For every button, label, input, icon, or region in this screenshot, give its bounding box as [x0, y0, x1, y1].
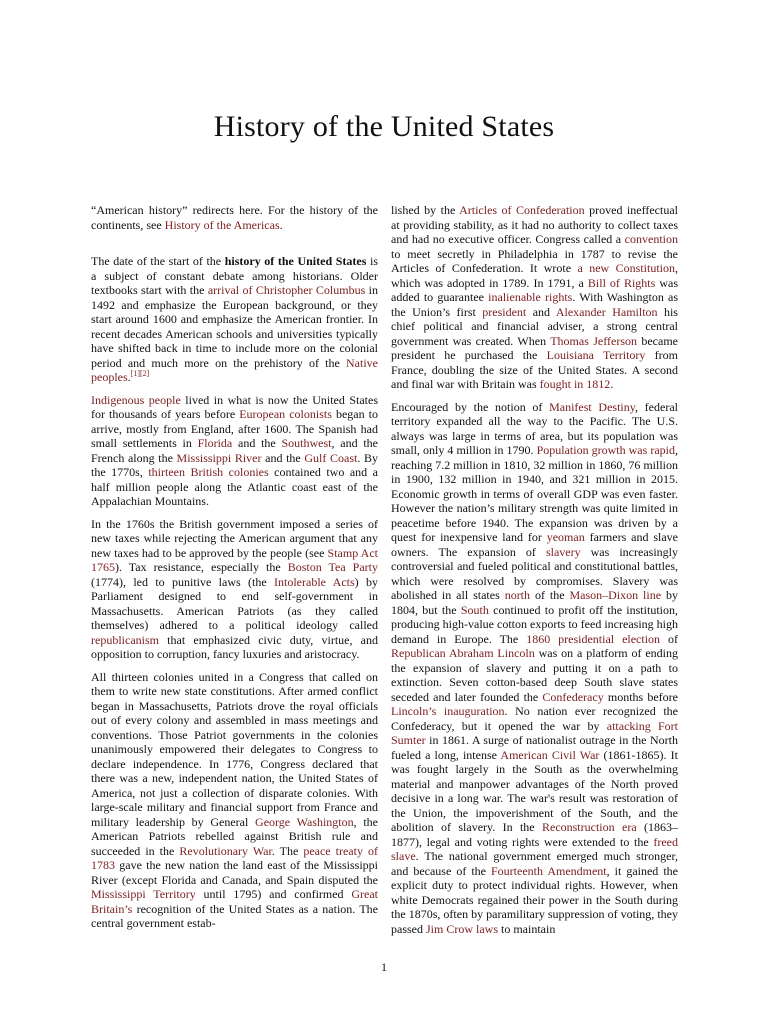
page-number: 1	[381, 960, 387, 974]
article-link[interactable]: yeoman	[546, 530, 585, 544]
text-run: , reaching 7.2 million in 1810, 32 million in 1860, 76 million in 1900, 132 million in 1940, and 321 million in 2015. Economic growth in terms of overall GDP was even faster. However the nation’s military strength was quite limited in peacetime before 1940. The expansion was driven by a quest for inexpensive land for	[391, 443, 678, 544]
text-run: , which was adopted in 1789. In 1791, a	[391, 261, 679, 290]
article-link[interactable]: Indigenous people	[91, 392, 181, 407]
text-run: .	[127, 370, 131, 384]
text-run: of the	[530, 588, 570, 602]
text-run: was added to guarantee	[391, 275, 678, 304]
text-run: In the 1760s the British government imposed a series of new taxes while rejecting the American argument that any new taxes had to be approved by the people (see	[91, 516, 378, 560]
paragraph	[391, 400, 678, 937]
text-run: .	[610, 377, 614, 391]
article-link[interactable]: 1860 presidential election	[526, 631, 661, 646]
text-run: (1861-1865). It was fought largely in the South as the overwhelming material and manpower advantages of the North proved decisive in a long war. The war's result was restoration of the Union, the impoverishment of the South, and the abolition of slavery. In the	[391, 747, 678, 834]
article-link[interactable]: Gulf Coast	[304, 450, 358, 465]
article-link[interactable]: north	[504, 588, 531, 602]
text-run: . The	[271, 843, 304, 858]
text-run: was on a platform of ending the expansion of slavery and putting it on a path to extinction. Seven cotton-based deep South slave states seceded and later founded the	[391, 646, 678, 704]
paragraph	[91, 393, 378, 509]
text-run: his chief political and financial adviser, a strong central government was created. When	[391, 304, 678, 348]
text-run: , federal territory expanded all the way to the Pacific. The U.S. always was large in terms of area, but its population was small, only 4 million in 1790.	[391, 399, 678, 457]
left-column	[91, 203, 378, 939]
article-link[interactable]: freed slave	[391, 834, 678, 863]
article-link[interactable]: European colonists	[239, 407, 332, 421]
article-link[interactable]: convention	[624, 232, 678, 246]
text-run: lived in what is now the United States for thousands of years before	[91, 392, 379, 421]
article-link[interactable]: peace treaty of 1783	[91, 843, 378, 872]
article-link[interactable]: Revolutionary War	[179, 843, 272, 858]
article-link[interactable]: Confederacy	[542, 689, 604, 704]
text-run: recognition of the United States as a nation. The central government estab-	[91, 901, 378, 930]
text-run: ). Tax resistance, especially the	[115, 560, 288, 574]
article-link[interactable]: Southwest	[281, 436, 332, 450]
article-link[interactable]: thirteen British colonies	[148, 465, 269, 479]
article-link[interactable]: Lincoln’s inauguration	[391, 704, 505, 718]
text-run: “American history” redirects here. For the history of the continents, see	[91, 203, 378, 232]
article-link[interactable]: Jim Crow laws	[426, 921, 498, 936]
text-run: became president he purchased the	[391, 333, 678, 362]
text-run: in 1861. A surge of nationalist outrage in the North fueled a long, intense	[391, 733, 678, 762]
text-run: until 1795) and confirmed	[195, 887, 352, 901]
article-link[interactable]: Native peoples	[91, 355, 378, 384]
article-link[interactable]: Louisiana Territory	[546, 348, 646, 362]
article-link[interactable]: republicanism	[91, 632, 159, 647]
text-run: Encouraged by the notion of	[391, 399, 550, 414]
text-run: . By the 1770s,	[91, 450, 378, 479]
article-link[interactable]: George Washington	[255, 814, 354, 829]
text-run: proved ineffectual at providing stability, as it had no authority to collect taxes and had no executive officer. Congress called a	[391, 203, 679, 246]
article-link[interactable]: Boston Tea Party	[287, 560, 379, 574]
bold-term: history of the United States	[224, 254, 367, 268]
text-run: gave the new nation the land east of the Mississippi River (except Florida and Canada, and Spain disputed the	[91, 858, 378, 887]
text-run: began to arrive, mostly from England, after 1600. The Spanish had small settlements in	[91, 407, 378, 450]
text-run: by 1804, but the	[391, 588, 678, 617]
text-run: (1774), led to punitive laws (the	[91, 574, 275, 589]
text-run: , it gained the explicit duty to protect individual rights. However, when white Democrats regained their power in the South during the 1870s, often by paramilitary suppression of voting, they passed	[391, 863, 678, 936]
article-link[interactable]: Mississippi River	[176, 450, 262, 465]
text-run: from France, doubling the size of the United States. A second and final war with Britain was	[391, 348, 679, 391]
text-run: in 1492 and emphasize the European background, or they start around 1600 and emphasize the American frontier. In recent decades American schools and universities typically have shifted back in time to include more on the colonial period and much more on the prehistory of the	[91, 283, 378, 370]
text-run: . With Washington as the Union’s first	[391, 290, 678, 319]
citation-ref[interactable]: [1][2]	[130, 369, 150, 378]
paragraph	[91, 517, 378, 662]
article-link[interactable]: Great Britain’s	[91, 887, 379, 916]
article-link[interactable]: Thomas Jefferson	[550, 333, 637, 348]
text-run: months before	[603, 689, 678, 704]
article-link[interactable]: History of the Americas	[164, 217, 280, 232]
text-run: ) by Parliament designed to end self-government in Massachusetts. American Patriots (as they called themselves) adhered to a political ideology called	[91, 574, 379, 632]
article-link[interactable]: Mississippi Territory	[91, 887, 196, 901]
text-run: contained two and a half million people along the Atlantic coast east of the Appalachian Mountains.	[91, 465, 378, 508]
text-run: and the	[232, 436, 282, 450]
article-link[interactable]: Bill of Rights	[587, 275, 656, 290]
page-title: History of the United States	[213, 110, 555, 143]
article-link[interactable]: attacking Fort Sumter	[391, 718, 679, 747]
paragraph	[91, 670, 378, 931]
text-run: , the American Patriots rebelled against British rule and succeeded in the	[91, 814, 378, 858]
text-run: lished by the	[391, 203, 460, 217]
text-run: , and the French along the	[91, 436, 378, 465]
article-link[interactable]: Alexander Hamilton	[555, 304, 658, 319]
text-run: .	[279, 217, 283, 232]
text-run: and	[526, 304, 556, 319]
text-run: that emphasized civic duty, virtue, and opposition to corruption, fancy luxuries and aristocracy.	[91, 632, 378, 661]
right-column	[391, 203, 678, 944]
text-run: . No nation ever recognized the Confederacy, but it opened the war by	[391, 704, 678, 733]
article-link[interactable]: Manifest Destiny	[549, 399, 635, 414]
article-link[interactable]: Articles of Confederation	[459, 203, 585, 217]
text-run: (1863–1877), legal and voting rights were extended to the	[391, 820, 678, 849]
paragraph	[391, 203, 678, 392]
hatnote	[91, 203, 378, 232]
text-run: is a subject of constant debate among historians. Older textbooks start with the	[91, 254, 378, 297]
text-run: . The national government emerged much stronger, and because of the	[391, 849, 678, 878]
text-run: of	[660, 631, 679, 646]
paragraph	[91, 254, 378, 385]
article-link[interactable]: Stamp Act 1765	[91, 545, 378, 574]
text-run: and the	[261, 450, 305, 465]
text-run: was increasingly controversial and fueled political and constitutional battles, which were resolved by compromises. Slavery was abolished in all states	[391, 544, 678, 602]
article-link[interactable]: Fourteenth Amendment	[490, 863, 607, 878]
article-link[interactable]: arrival of Christopher Columbus	[207, 283, 366, 297]
article-link[interactable]: Abraham Lincoln	[448, 646, 535, 660]
article-link[interactable]: Republican	[391, 646, 446, 660]
text-run: The date of the start of the	[91, 254, 225, 268]
article-link[interactable]: Reconstruction era	[541, 820, 637, 834]
article-link[interactable]: a new Constitution	[577, 261, 676, 275]
article-link[interactable]: Florida	[197, 436, 233, 450]
text-run: to meet secretly in Philadelphia in 1787 to revise the Articles of Confederation. It wrote	[391, 246, 678, 275]
article-link[interactable]: South	[460, 602, 489, 617]
text-run: to maintain	[498, 921, 556, 936]
text-run: farmers and slave owners. The expansion of	[391, 530, 678, 559]
article-link[interactable]: president	[482, 304, 527, 319]
article-link[interactable]: Population growth was rapid	[536, 443, 675, 457]
article-link[interactable]: Mason–Dixon line	[569, 588, 662, 602]
article-link[interactable]: slavery	[545, 544, 581, 559]
text-run: All thirteen colonies united in a Congress that called on them to write new state constitutions. After armed conflict began in Massachusetts, Patriots drove the royal officials out of every colony and assembled in mass meetings and conventions. Those Patriot governments in the colonies unanimously empowered their delegates to Congress to declare independence. In 1776, Congress declared that there was a new, independent nation, the United States of America, not just a collection of disparate colonies. With large-scale military and financial support from France and military leadership by General	[91, 669, 378, 829]
article-link[interactable]: fought in 1812	[539, 377, 611, 391]
article-link[interactable]: inalienable rights	[488, 290, 573, 304]
article-link[interactable]: Intolerable Acts	[274, 574, 355, 589]
article-link[interactable]: American Civil War	[500, 747, 600, 762]
text-run: continued to profit off the institution, producing high-value cotton exports to feed increasing high demand in Europe. The	[391, 602, 678, 646]
